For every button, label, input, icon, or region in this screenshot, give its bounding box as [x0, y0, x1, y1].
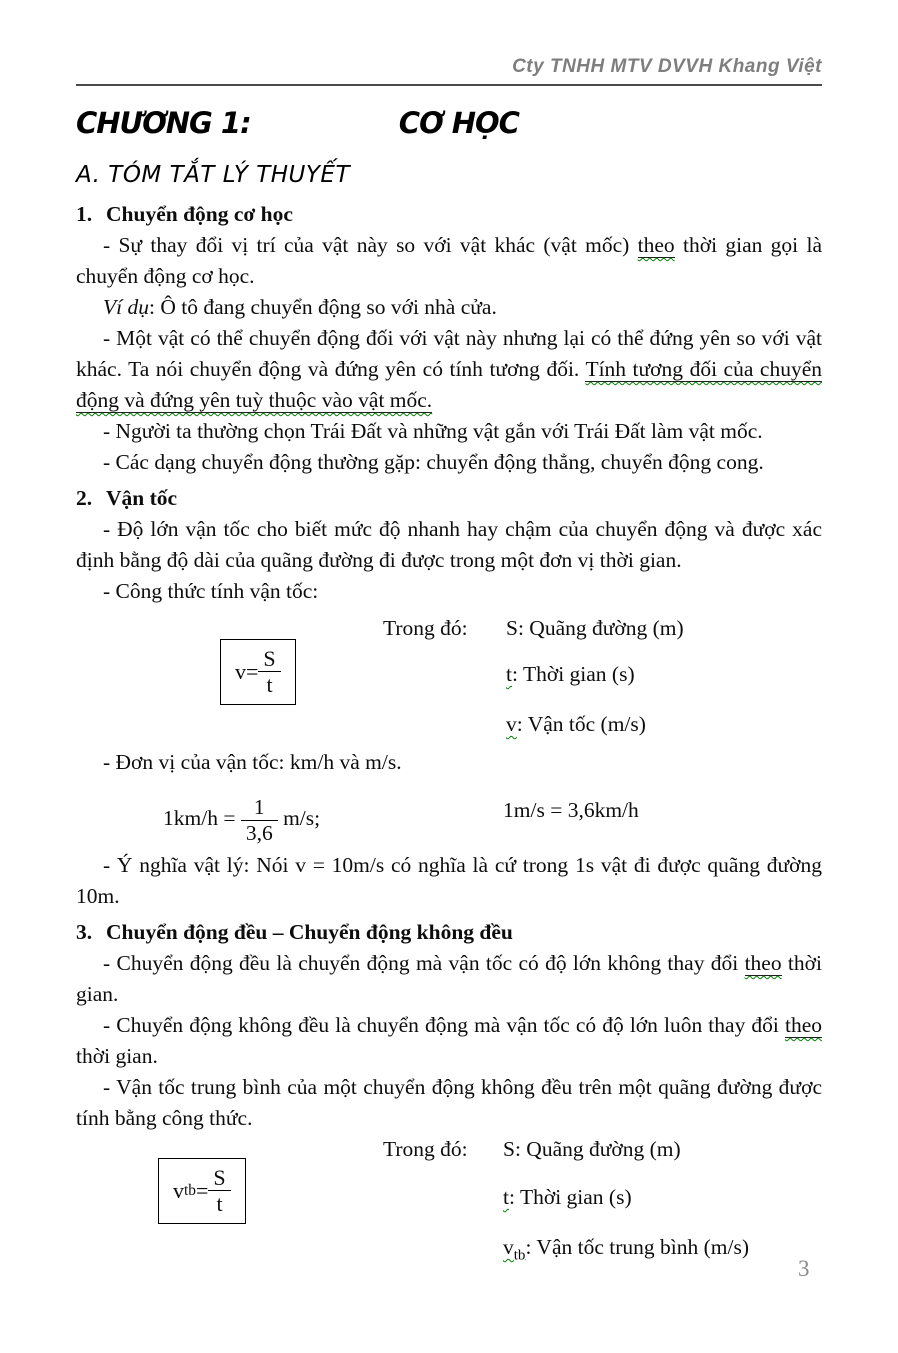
section-2-title: Vận tốc [106, 486, 178, 510]
s3-p2-grammar-flag: theo [784, 1013, 822, 1037]
conv-fraction-denominator: 3,6 [245, 820, 273, 845]
formula-lhs: v [235, 658, 246, 684]
s2-paragraph-1: - Độ lớn vận tốc cho biết mức độ nhanh hay chậm của chuyển động và được xác định bằng độ dài của quãng đường đi được trong một đơn vị thời gian. [76, 517, 822, 572]
section-a-title: A. TÓM TẮT LÝ THUYẾT [76, 162, 351, 188]
conv-fraction-numerator: 1 [241, 795, 278, 821]
s1-paragraph-4: - Các dạng chuyển động thường gặp: chuyển động thẳng, chuyển động cong. [103, 450, 764, 474]
chapter-label: CHƯƠNG 1: [76, 106, 251, 140]
section-1-heading [76, 199, 822, 230]
fraction-numerator: S [208, 1165, 230, 1191]
s1-paragraph-1 [76, 230, 822, 292]
t-symbol: t [506, 662, 512, 686]
trong-do-label: Trong đó: [383, 1137, 468, 1161]
s1-paragraph-3: - Người ta thường chọn Trái Đất và những vật gắn với Trái Đất làm vật mốc. [103, 419, 763, 443]
s2-paragraph-3: - Đơn vị của vận tốc: km/h và m/s. [103, 750, 402, 774]
section-3-number: 3. [76, 920, 93, 944]
s1-p2-underlined-sentence: Tính tương đối của chuyển động và đứng yên tuỳ thuộc vào vật mốc. [76, 357, 822, 412]
s1-p1-text: - Sự thay đổi vị trí của vật này so với vật khác (vật mốc) [103, 233, 638, 257]
section-1-title: Chuyển động cơ học [106, 202, 293, 226]
definition-v [506, 709, 646, 740]
s3-paragraph-3: - Vận tốc trung bình của một chuyển động không đều trên một quãng đường được tính bằng công thức. [76, 1075, 822, 1130]
definition-s: S: Quãng đường (m) [503, 1137, 681, 1161]
vtb-symbol [503, 1235, 526, 1264]
s3-p2-text-end: thời gian. [76, 1044, 158, 1068]
formula-fraction [208, 1165, 230, 1217]
s2-paragraph-4: - Ý nghĩa vật lý: Nói v = 10m/s có nghĩa là cứ trong 1s vật đi được quãng đường 10m. [76, 853, 822, 908]
conversion-kmh-lhs: 1km/h = [163, 806, 241, 831]
t-description: : Thời gian (s) [508, 1185, 632, 1209]
fraction-denominator: t [216, 1191, 223, 1217]
velocity-formula-box [220, 639, 296, 705]
v-description: : Vận tốc (m/s) [516, 712, 646, 736]
t-description: : Thời gian (s) [511, 662, 635, 686]
t-symbol: t [503, 1185, 509, 1209]
v-symbol: v [506, 712, 517, 736]
example-text: : Ô tô đang chuyển động so với nhà cửa. [148, 295, 497, 319]
formula-fraction [258, 646, 280, 698]
formula-equals: = [246, 658, 259, 684]
formula-lhs-subscript: tb [184, 1181, 196, 1199]
page-number: 3 [798, 1256, 810, 1281]
conversion-ms: 1m/s = 3,6km/h [503, 798, 639, 822]
section-3-title: Chuyển động đều – Chuyển động không đều [106, 920, 513, 944]
definition-t [503, 1182, 632, 1213]
vtb-description: : Vận tốc trung bình (m/s) [525, 1235, 750, 1259]
s1-p1-text-end: thời gian gọi là chuyển động cơ học. [76, 233, 822, 288]
page-header [76, 0, 822, 86]
section-1-number: 1. [76, 202, 93, 226]
chapter-title-row [76, 106, 822, 146]
formula-equals: = [195, 1177, 209, 1203]
s2-paragraph-2: - Công thức tính vận tốc: [103, 579, 319, 603]
example-label: Ví dụ [103, 295, 149, 319]
definition-vtb [503, 1232, 749, 1271]
definition-t [506, 659, 635, 690]
definition-s: S: Quãng đường (m) [506, 616, 684, 640]
conversion-fraction [241, 795, 278, 845]
fraction-denominator: t [266, 672, 273, 698]
velocity-formula-block [76, 613, 822, 747]
s3-paragraph-1 [76, 948, 822, 1010]
conversion-kmh [163, 795, 320, 845]
average-velocity-formula-box [158, 1158, 246, 1224]
vtb-v: v [503, 1235, 514, 1259]
company-name: Cty TNHH MTV DVVH Khang Việt [512, 56, 822, 77]
s3-p1-grammar-flag: theo [744, 951, 782, 975]
conversion-kmh-unit: m/s; [277, 806, 321, 831]
chapter-subject: CƠ HỌC [398, 106, 519, 140]
average-velocity-formula-block [76, 1134, 822, 1264]
vtb-subscript: tb [513, 1247, 526, 1264]
section-2-heading [76, 483, 822, 514]
s1-p1-grammar-flag: theo [637, 233, 675, 257]
s3-p2-text: - Chuyển động không đều là chuyển động mà vận tốc có độ lớn luôn thay đổi [103, 1013, 785, 1037]
section-2-number: 2. [76, 486, 93, 510]
s3-paragraph-2 [76, 1010, 822, 1072]
s3-p1-text-end: thời gian. [76, 951, 822, 1006]
s3-p1-text: - Chuyển động đều là chuyển động mà vận tốc có độ lớn không thay đổi [103, 951, 745, 975]
section-3-heading [76, 917, 822, 948]
s1-p2-text: - Một vật có thể chuyển động đối với vật này nhưng lại có thể đứng yên so với vật khác. Ta nói chuyển động và đứng yên có tính tương đối. [76, 326, 822, 381]
fraction-numerator: S [258, 646, 280, 672]
s1-paragraph-2 [76, 323, 822, 416]
formula-lhs: v [173, 1177, 184, 1203]
trong-do-label: Trong đó: [383, 616, 468, 640]
s1-example [76, 292, 822, 323]
unit-conversion-row [76, 780, 822, 844]
